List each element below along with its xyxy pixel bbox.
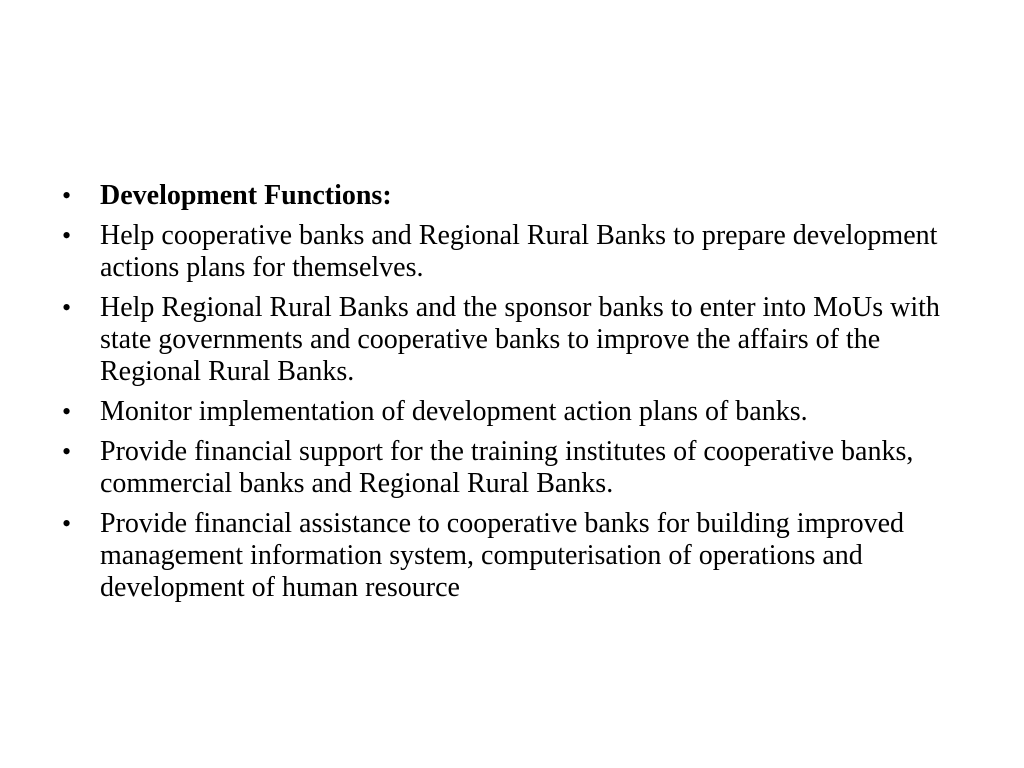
bullet-dot-icon: • <box>62 509 72 538</box>
bullet-item <box>58 220 978 284</box>
bullet-heading-text: Development Functions: <box>100 180 392 211</box>
bullet-list <box>58 180 978 604</box>
bullet-dot-icon: • <box>62 397 72 426</box>
slide-body <box>58 180 978 612</box>
bullet-item <box>58 508 978 604</box>
bullet-dot-icon: • <box>62 221 72 250</box>
bullet-item <box>58 396 978 428</box>
bullet-dot-icon: • <box>62 437 72 466</box>
bullet-text: Monitor implementation of development action plans of banks. <box>100 396 808 427</box>
bullet-item <box>58 292 978 388</box>
bullet-dot-icon: • <box>62 181 72 210</box>
bullet-text: Provide financial assistance to cooperative banks for building improved management information system, computerisation of operations and development of human resource <box>100 508 905 603</box>
bullet-dot-icon: • <box>62 293 72 322</box>
bullet-text: Provide financial support for the training institutes of cooperative banks, commercial banks and Regional Rural Banks. <box>100 436 914 499</box>
bullet-item <box>58 436 978 500</box>
bullet-item-heading <box>58 180 978 212</box>
bullet-text: Help Regional Rural Banks and the sponsor banks to enter into MoUs with state governments and cooperative banks to improve the affairs of the Regional Rural Banks. <box>100 292 940 387</box>
bullet-text: Help cooperative banks and Regional Rural Banks to prepare development actions plans for themselves. <box>100 220 938 283</box>
